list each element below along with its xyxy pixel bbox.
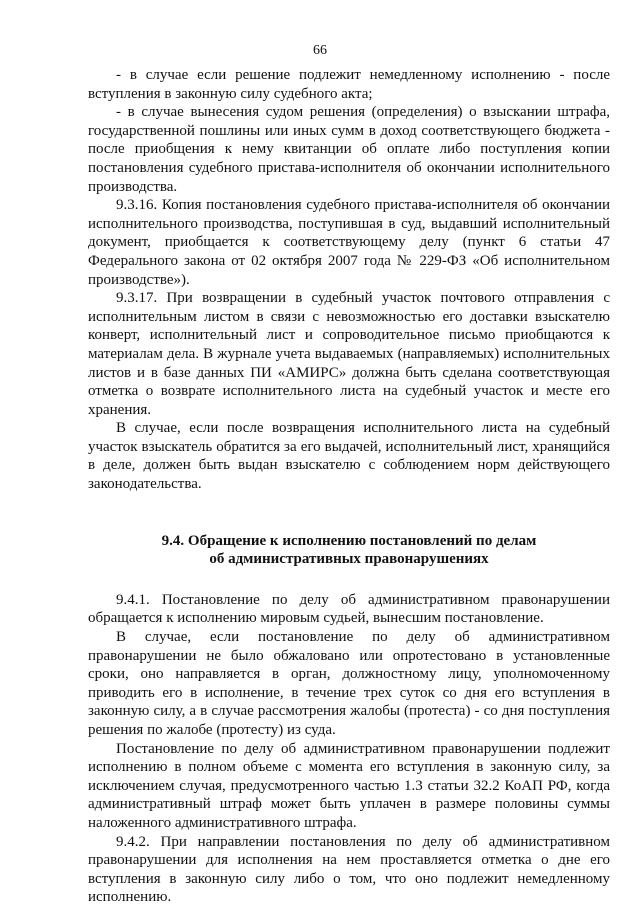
paragraph-not-appealed: В случае, если постановление по делу об административном правонарушении не было обжаловано или опротестовано в установленные сроки, оно направляется в орган, должностному лицу, уполномоченному приводить его в исполнение, в течение трех суток со дня его вступления в законную силу, а в случае рассмотрения жалобы (протеста) - со дня поступления решения по жалобе (протесту) из суда. <box>88 629 610 738</box>
paragraph-fine-collection: - в случае вынесения судом решения (определения) о взыскании штрафа, государственной пошлины или иных сумм в доход соответствующего бюджета - после приобщения к нему квитанции об оплате либо поступления копии постановления судебного пристава-исполнителя об окончании исполнительного производства. <box>88 104 610 195</box>
page-number: 66 <box>313 43 327 58</box>
paragraph-9-4-1: 9.4.1. Постановление по делу об административном правонарушении обращается к исполнению мировым судьей, вынесшим постановление. <box>88 591 610 627</box>
paragraph-9-3-17: 9.3.17. При возвращении в судебный участок почтового отправления с исполнительным листом в связи с невозможностью его доставки взыскателю конверт, исполнительный лист и сопроводительное письмо приобщаются к материалам дела. В журнале учета выдаваемых (направляемых) исполнительных листов и в базе данных ПИ «АМИРС» должна быть сделана соответствующая отметка о возврате исполнительного листа на судебный участок и месте его хранения. <box>88 290 610 418</box>
section-heading-line-2: об административных правонарушениях <box>209 551 489 568</box>
section-heading-9-4 <box>88 532 610 569</box>
paragraph-return-to-claimant: В случае, если после возвращения исполнительного листа на судебный участок взыскатель обратится за его выдачей, исполнительный лист, хранящийся в деле, должен быть выдан взыскателю с соблюдением норм действующего законодательства. <box>88 420 610 493</box>
paragraph-full-execution: Постановление по делу об административном правонарушении подлежит исполнению в полном объеме с момента его вступления в законную силу, за исключением случая, предусмотренного частью 1.3 статьи 32.2 КоАП РФ, когда административный штраф может быть уплачен в размере половины суммы наложенного административного штрафа. <box>88 740 610 831</box>
paragraph-immediate-execution: - в случае если решение подлежит немедленному исполнению - после вступления в законную силу судебного акта; <box>88 67 610 102</box>
paragraph-9-3-16: 9.3.16. Копия постановления судебного пристава-исполнителя об окончании исполнительного производства, поступившая в суд, выдавший исполнительный документ, приобщается к соответствующему делу (пункт 6 статьи 47 Федерального закона от 02 октября 2007 года № 229-ФЗ «Об исполнительном производстве»). <box>88 197 610 288</box>
document-body <box>88 66 610 907</box>
paragraph-9-4-2: 9.4.2. При направлении постановления по делу об административном правонарушении для исполнения на нем проставляется отметка о дне его вступления в законную силу либо о том, что оно подлежит немедленному исполнению. <box>88 833 610 906</box>
section-heading-line-1: 9.4. Обращение к исполнению постановлений по делам <box>161 532 537 549</box>
